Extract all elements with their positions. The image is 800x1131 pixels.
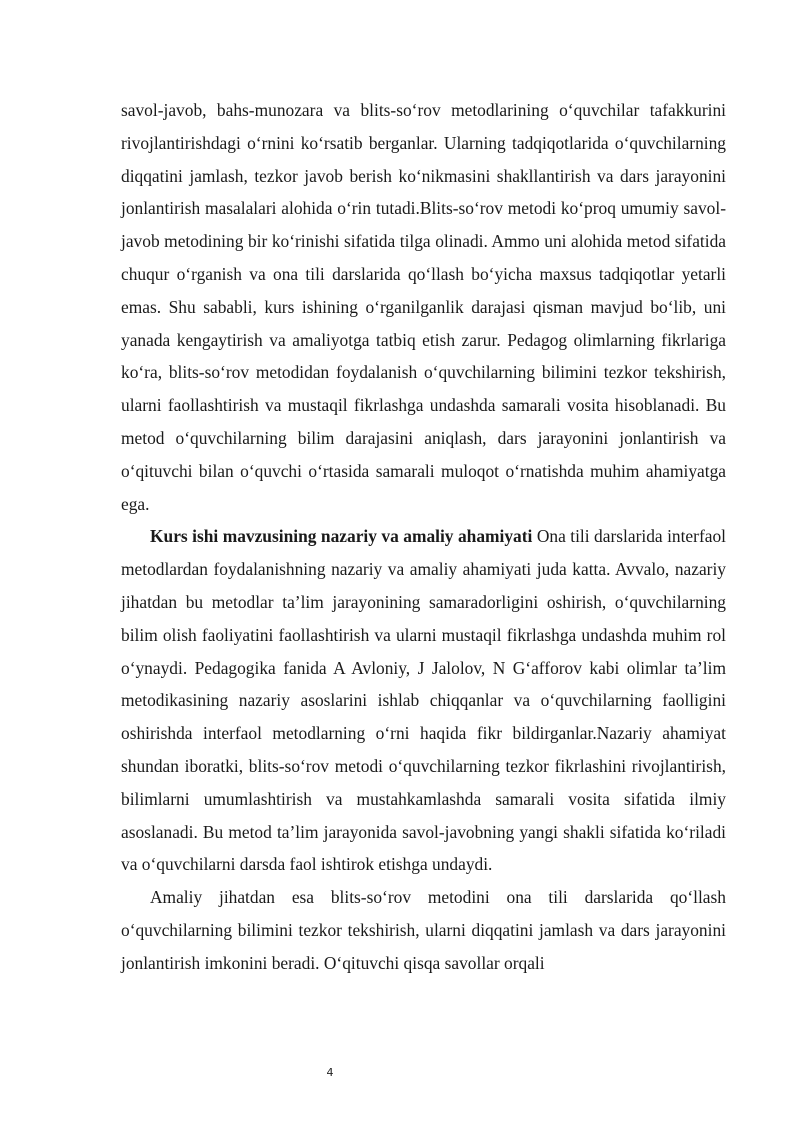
paragraph-2-text: Ona tili darslarida interfaol metodlardan foydalanishning nazariy va amaliy ahamiyati juda katta. Avvalo, nazariy jihatdan bu metodlar ta’lim jarayonining samaradorligini oshirish, o‘quvchilarning bilim olish faoliyatini faollashtirish va ularni mustaqil fikrlashga undashda muhim rol o‘ynaydi. Pedagogika fanida A Avloniy, J Jalolov, N G‘afforov kabi olimlar ta’lim metodikasining nazariy asoslarini ishlab chiqqanlar va o‘quvchilarning faolligini oshirishda interfaol metodlarning o‘rni haqida fikr bildirganlar.Nazariy ahamiyat shundan iboratki, blits-so‘rov metodi o‘quvchilarning tezkor fikrlashini rivojlantirish, bilimlarni umumlashtirish va mustahkamlashda samarali vosita sifatida ilmiy asoslanadi. Bu metod ta’lim jarayonida savol-javobning yangi shakli sifatida ko‘riladi va o‘quvchilarni darsda faol ishtirok etishga undaydi.	[121, 526, 726, 875]
section-heading-inline: Kurs ishi mavzusining nazariy va amaliy ahamiyati	[150, 526, 533, 547]
document-body	[121, 94, 726, 980]
page-number: 4	[326, 1066, 334, 1079]
paragraph-1: savol-javob, bahs-munozara va blits-so‘rov metodlarining o‘quvchilar tafakkurini rivojlantirishdagi o‘rnini ko‘rsatib berganlar. Ularning tadqiqotlarida o‘quvchilarning diqqatini jamlash, tezkor javob berish ko‘nikmasini shakllantirish va dars jarayonini jonlantirish masalalari alohida o‘rin tutadi.Blits-so‘rov metodi ko‘proq umumiy savol-javob metodining bir ko‘rinishi sifatida tilga olinadi. Ammo uni alohida metod sifatida chuqur o‘rganish va ona tili darslarida qo‘llash bo‘yicha maxsus tadqiqotlar yetarli emas. Shu sababli, kurs ishining o‘rganilganlik darajasi qisman mavjud bo‘lib, uni yanada kengaytirish va amaliyotga tatbiq etish zarur. Pedagog olimlarning fikrlariga ko‘ra, blits-so‘rov metodidan foydalanish o‘quvchilarning bilimini tezkor tekshirish, ularni faollashtirish va mustaqil fikrlashga undashda samarali vosita hisoblanadi. Bu metod o‘quvchilarning bilim darajasini aniqlash, dars jarayonini jonlantirish va o‘qituvchi bilan o‘quvchi o‘rtasida samarali muloqot o‘rnatishda muhim ahamiyatga ega.	[121, 100, 726, 514]
paragraph-2	[121, 520, 726, 881]
paragraph-3: Amaliy jihatdan esa blits-so‘rov metodini ona tili darslarida qo‘llash o‘quvchilarning bilimini tezkor tekshirish, ularni diqqatini jamlash va dars jarayonini jonlantirish imkonini beradi. O‘qituvchi qisqa savollar orqali	[121, 887, 726, 973]
